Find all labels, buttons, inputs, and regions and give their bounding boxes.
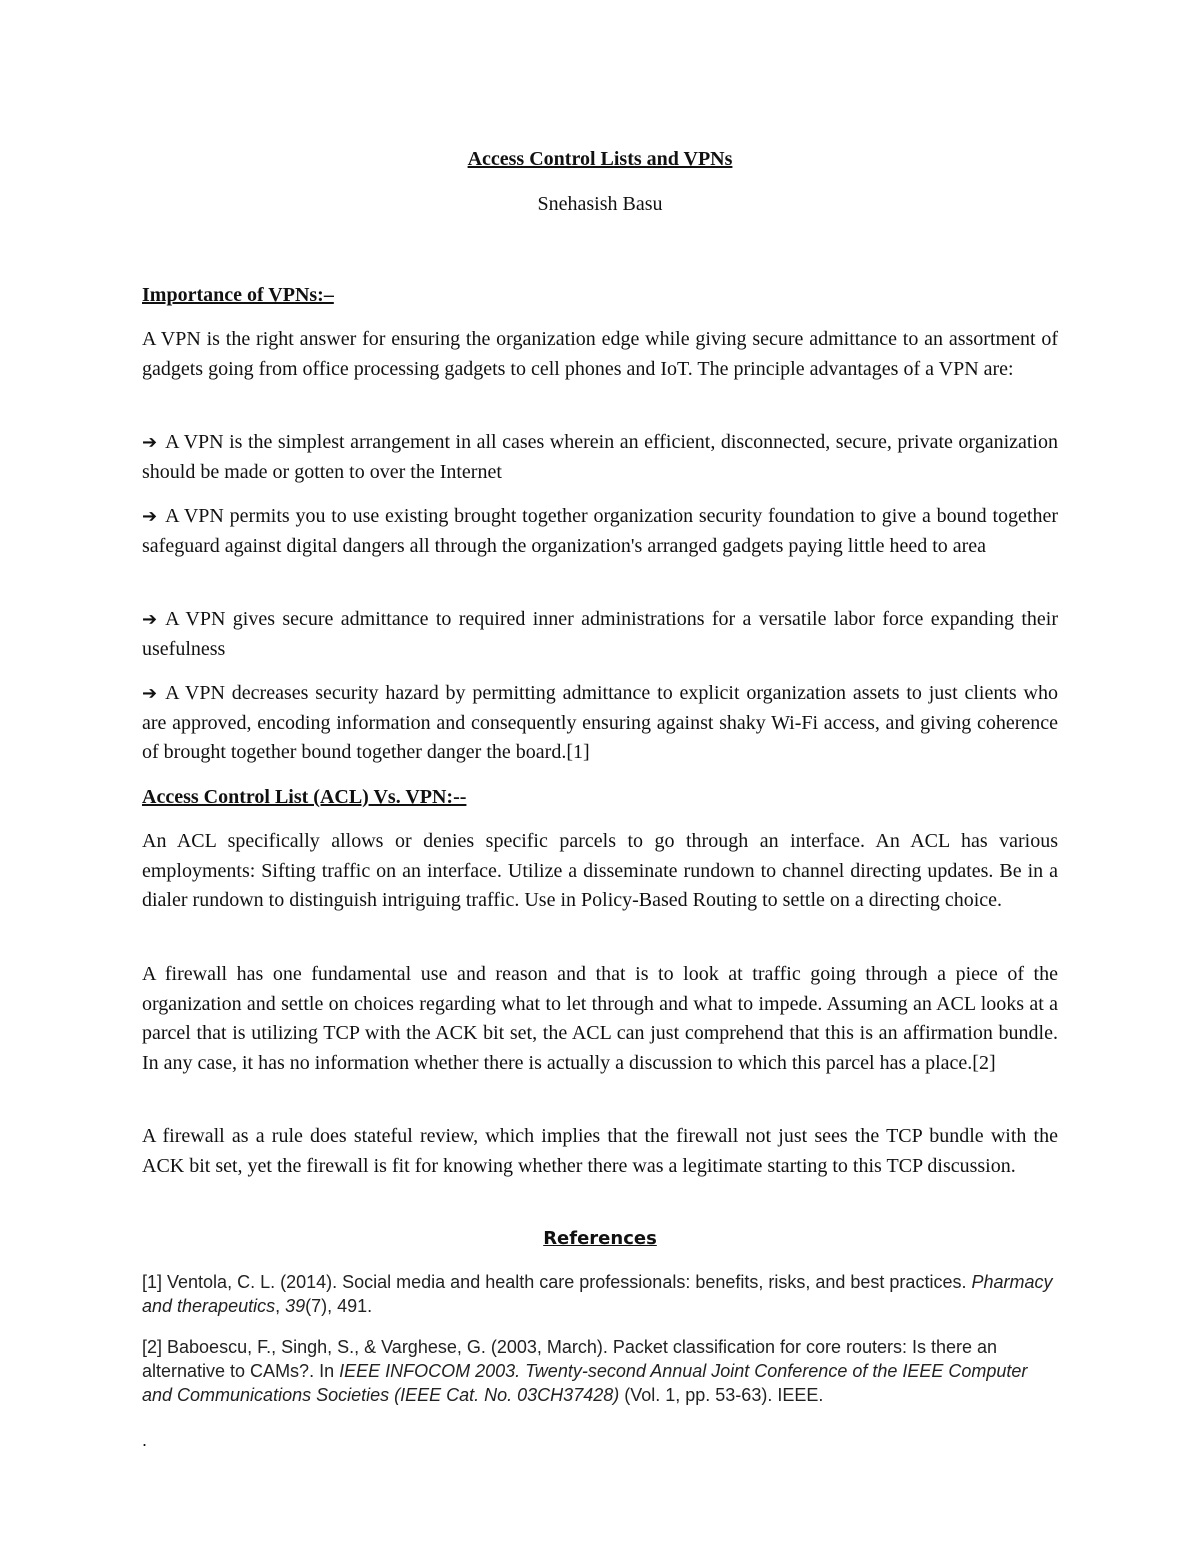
- stateful-review-paragraph: A firewall as a rule does stateful review, which implies that the firewall not just sees the TCP bundle with the ACK bit set, yet the firewall is fit for knowing whether there was a legitimate starting to this TCP discussion.: [142, 1125, 1058, 1177]
- bullet-text: A VPN is the simplest arrangement in all cases wherein an efficient, disconnected, secure, private organization should be made or gotten to over the Internet: [142, 431, 1058, 483]
- bullet-item: [142, 428, 1058, 487]
- bullet-text: A VPN decreases security hazard by permitting admittance to explicit organization assets to just clients who are approved, encoding information and consequently ensuring against shaky Wi-Fi access, and giving coherence of brought together bound together danger the board.[1]: [142, 682, 1058, 763]
- arrow-right-icon: ➔: [142, 432, 158, 453]
- document-title: Access Control Lists and VPNs: [467, 148, 733, 170]
- bullet-item: [142, 605, 1058, 664]
- reference-item-2: [142, 1335, 1058, 1407]
- reference-volume: 39: [285, 1296, 306, 1316]
- vpn-intro-paragraph: A VPN is the right answer for ensuring the organization edge while giving secure admittance to an assortment of gadgets going from office processing gadgets to cell phones and IoT. The principle advantages of a VPN are:: [142, 328, 1058, 380]
- bullet-item: [142, 502, 1058, 561]
- arrow-right-icon: ➔: [142, 683, 158, 704]
- reference-text: [1] Ventola, C. L. (2014). Social media and health care professionals: benefits, risks, and best practices.: [142, 1272, 972, 1292]
- section-heading-acl-vs-vpn: Access Control List (ACL) Vs. VPN:--: [142, 786, 467, 808]
- bullet-item: [142, 679, 1058, 768]
- reference-text: (Vol. 1, pp. 53-63). IEEE.: [619, 1385, 824, 1405]
- trailing-period: .: [142, 1430, 148, 1450]
- bullet-text: A VPN gives secure admittance to required inner administrations for a versatile labor force expanding their usefulness: [142, 608, 1058, 660]
- reference-proceedings: IEEE INFOCOM 2003. Twenty-second Annual Joint Conference of the IEEE Computer and Communications Societies (IEEE Cat. No. 03CH37428): [142, 1361, 1028, 1405]
- bullet-text: A VPN permits you to use existing brought together organization security foundation to give a bound together safeguard against digital dangers all through the organization's arranged gadgets paying little heed to area: [142, 505, 1058, 557]
- acl-paragraph: An ACL specifically allows or denies specific parcels to go through an interface. An ACL has various employments: Sifting traffic on an interface. Utilize a disseminate rundown to channel directing updates. Be in a dialer rundown to distinguish intriguing traffic. Use in Policy-Based Routing to settle on a directing choice.: [142, 830, 1058, 911]
- arrow-right-icon: ➔: [142, 609, 158, 630]
- reference-item-1: [142, 1270, 1058, 1318]
- reference-text: (7), 491.: [305, 1296, 373, 1316]
- firewall-paragraph: A firewall has one fundamental use and reason and that is to look at traffic going through a piece of the organization and settle on choices regarding what to let through and what to impede. Assuming an ACL looks at a parcel that is utilizing TCP with the ACK bit set, the ACL can just comprehend that this is an affirmation bundle. In any case, it has no information whether there is actually a discussion to which this parcel has a place.[2]: [142, 963, 1058, 1074]
- reference-journal: Pharmacy and therapeutics: [142, 1272, 1053, 1316]
- references-heading: References: [543, 1228, 657, 1249]
- reference-text: ,: [275, 1296, 286, 1316]
- section-heading-importance-of-vpns: Importance of VPNs:–: [142, 284, 334, 306]
- document-author: Snehasish Basu: [537, 193, 663, 215]
- reference-text: [2] Baboescu, F., Singh, S., & Varghese, G. (2003, March). Packet classification for core routers: Is there an alternative to CAMs?. In: [142, 1337, 998, 1381]
- arrow-right-icon: ➔: [142, 506, 158, 527]
